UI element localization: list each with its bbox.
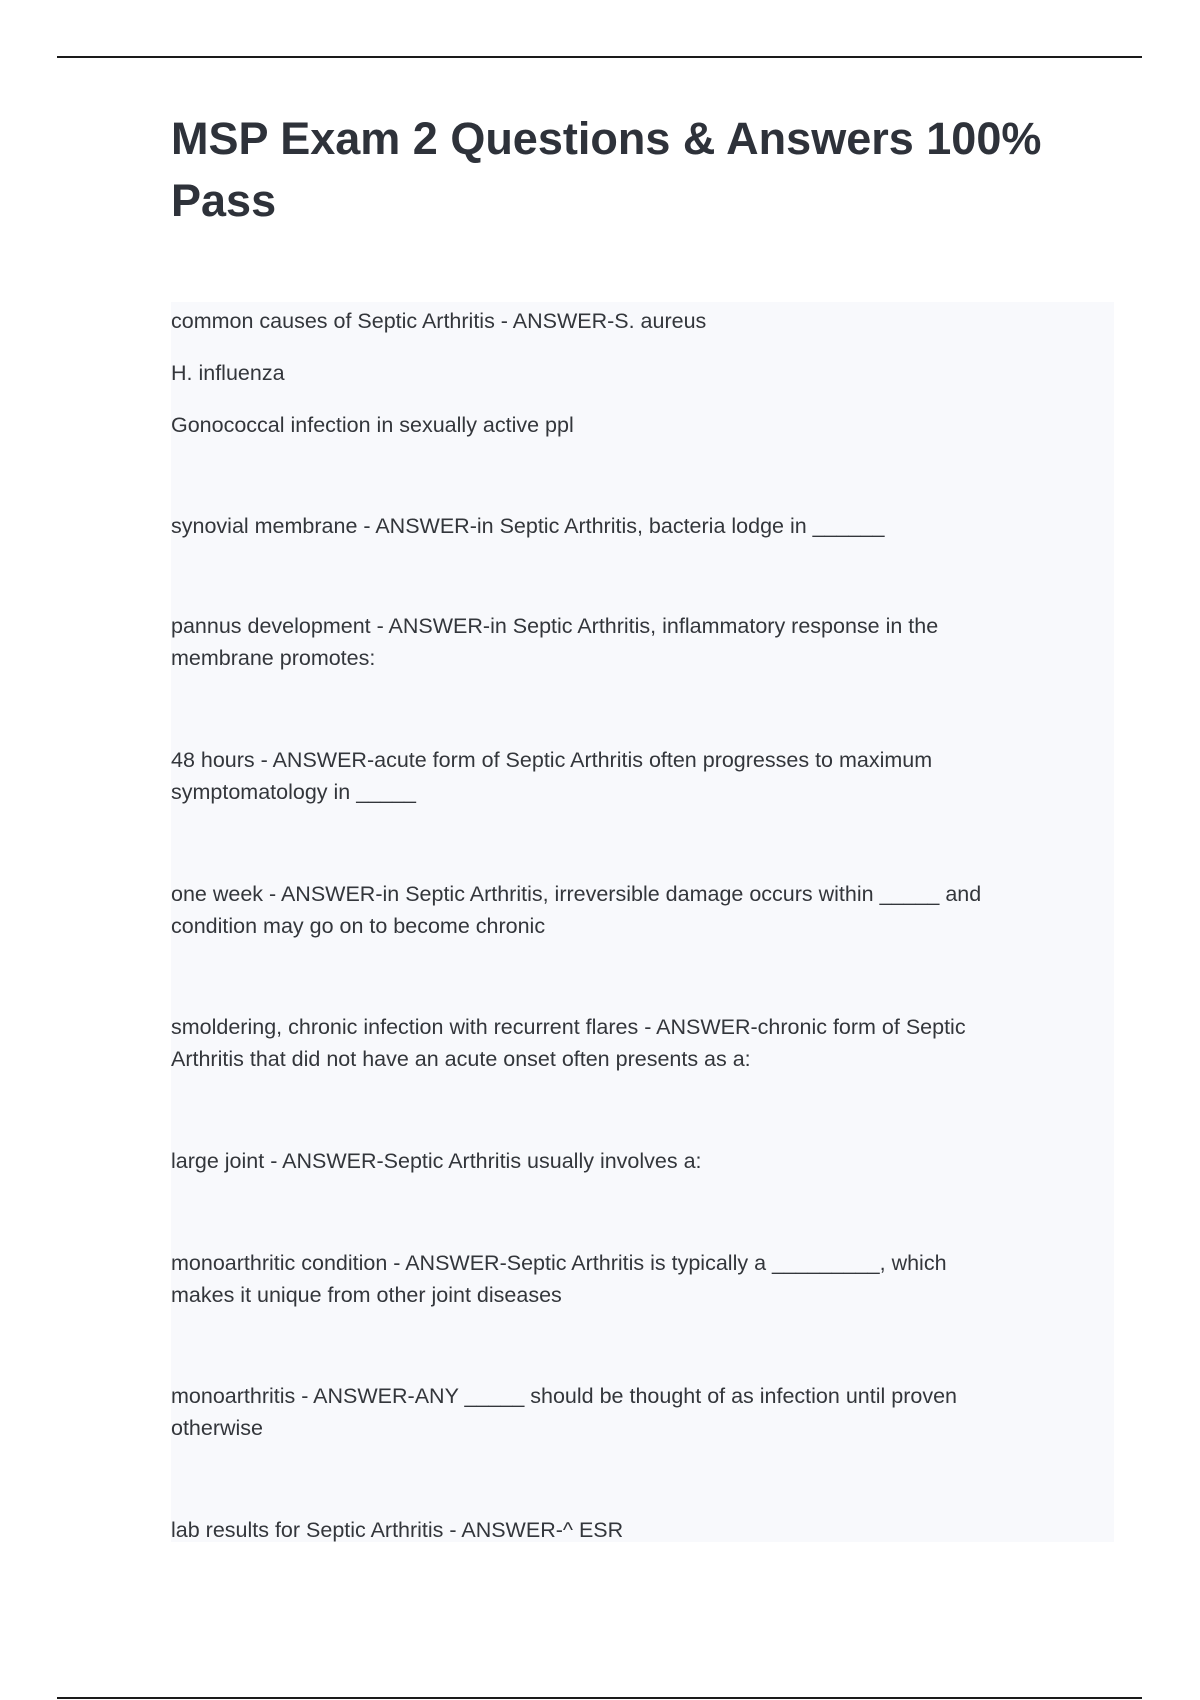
qa-line: large joint - ANSWER-Septic Arthritis usually involves a:	[171, 1149, 702, 1173]
qa-line: Gonococcal infection in sexually active ppl	[171, 413, 574, 437]
qa-line: Arthritis that did not have an acute onset often presents as a:	[171, 1047, 751, 1071]
bottom-divider	[57, 1697, 1142, 1699]
qa-content-area	[171, 302, 1114, 1542]
document-title-line-2: Pass	[171, 175, 277, 226]
qa-line: condition may go on to become chronic	[171, 914, 546, 938]
qa-line: smoldering, chronic infection with recurrent flares - ANSWER-chronic form of Septic	[171, 1015, 966, 1039]
qa-line: symptomatology in _____	[171, 780, 417, 804]
qa-line: otherwise	[171, 1416, 264, 1440]
qa-line: one week - ANSWER-in Septic Arthritis, irreversible damage occurs within _____ and	[171, 882, 982, 906]
qa-line: synovial membrane - ANSWER-in Septic Arthritis, bacteria lodge in ______	[171, 514, 885, 538]
document-title	[171, 108, 1131, 232]
document-title-line-1: MSP Exam 2 Questions & Answers 100%	[171, 113, 1042, 164]
qa-line: membrane promotes:	[171, 646, 376, 670]
qa-line: monoarthritis - ANSWER-ANY _____ should be thought of as infection until proven	[171, 1384, 957, 1408]
qa-line: lab results for Septic Arthritis - ANSWER-^ ESR	[171, 1518, 624, 1542]
qa-line: common causes of Septic Arthritis - ANSWER-S. aureus	[171, 309, 707, 333]
qa-line: pannus development - ANSWER-in Septic Arthritis, inflammatory response in the	[171, 614, 939, 638]
qa-line: 48 hours - ANSWER-acute form of Septic Arthritis often progresses to maximum	[171, 748, 933, 772]
qa-line: makes it unique from other joint diseases	[171, 1283, 562, 1307]
qa-line: H. influenza	[171, 361, 285, 385]
qa-line: monoarthritic condition - ANSWER-Septic Arthritis is typically a _________, which	[171, 1251, 947, 1275]
top-divider	[57, 56, 1142, 58]
